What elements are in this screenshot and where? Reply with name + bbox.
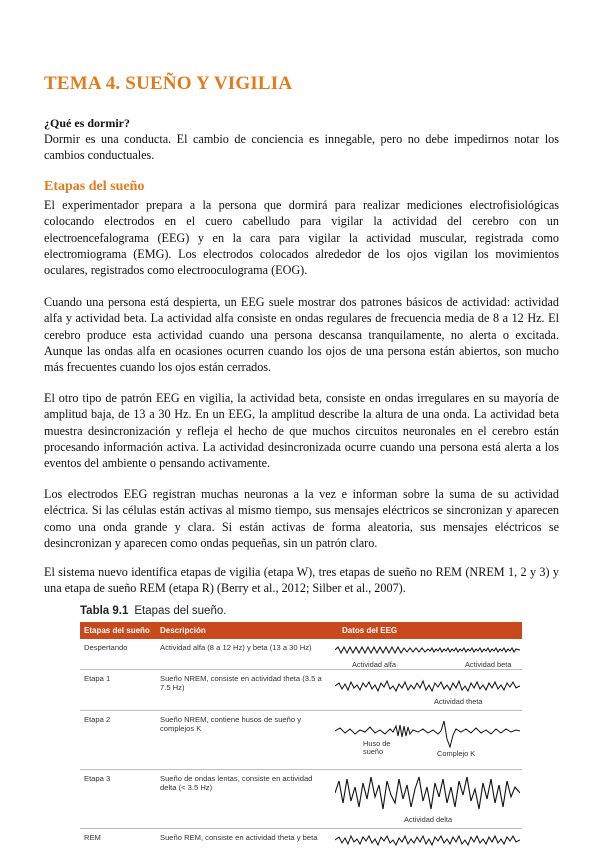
description-cell: Sueño NREM, consiste en actividad theta (3.5 a 7.5 Hz) bbox=[160, 674, 322, 692]
table-row bbox=[80, 670, 522, 711]
header-eeg: Datos del EEG bbox=[342, 626, 398, 635]
description-cell: Sueño de ondas lentas, consiste en actividad delta (< 3.5 Hz) bbox=[160, 774, 313, 792]
header-stage: Etapas del sueño bbox=[84, 626, 150, 635]
stage-cell: Etapa 2 bbox=[84, 715, 111, 724]
table-row bbox=[80, 829, 522, 848]
table-title bbox=[80, 605, 226, 617]
label-delta: Actividad delta bbox=[404, 815, 453, 824]
stage-cell: Despertando bbox=[84, 643, 128, 652]
label-beta: Actividad beta bbox=[465, 660, 512, 669]
description-cell: Sueño NREM, contiene husos de sueño y complejos K bbox=[160, 715, 301, 733]
table-number: Tabla 9.1 bbox=[80, 605, 129, 617]
stage-cell: Etapa 1 bbox=[84, 674, 111, 683]
table-header-row bbox=[80, 622, 522, 639]
paragraph-1: El experimentador prepara a la persona que dormirá para realizar mediciones electrofisiológicas colocando electrodos en el cuero cabelludo para vigilar la actividad del cerebro con un electroencefalograma (EEG) y en la cara para vigilar la actividad muscular, registrada como electromiograma (EMG). Los electrodos colocados alrededor de los ojos vigilan los movimientos oculares, registrados como electrooculograma (EOG). bbox=[44, 198, 559, 278]
label-k-complex: Complejo K bbox=[437, 749, 476, 758]
paragraph-4: Los electrodos EEG registran muchas neuronas a la vez e informan sobre la suma de su actividad eléctrica. Si las células están activas al mismo tiempo, sus mensajes eléctricos se sincronizan y aparecen como una onda grande y clara. Si están activas de forma aleatoria, sus mensajes eléctricos se desincronizan y aparecen como ondas pequeñas, sin un patrón claro. bbox=[44, 487, 559, 550]
paragraph-3: El otro tipo de patrón EEG en vigilia, la actividad beta, consiste en ondas irregulares en su mayoría de amplitud baja, de 13 a 30 Hz. En un EEG, la amplitud describe la altura de una onda. La actividad beta muestra desincronización y refleja el hecho de que muchos circuitos neuronales en el cerebro están procesando información activa. La actividad desincronizada ocurre cuando una persona está alerta a los eventos del ambiente o pensando activamente. bbox=[44, 391, 559, 471]
section-heading: Etapas del sueño bbox=[44, 179, 145, 194]
table-caption: Etapas del sueño. bbox=[134, 605, 227, 617]
label-alpha: Actividad alfa bbox=[352, 660, 396, 669]
eeg-trace-delta bbox=[335, 773, 520, 813]
page-title: TEMA 4. SUEÑO Y VIGILIA bbox=[44, 73, 293, 94]
description-cell: Sueño REM, consiste en actividad theta y beta bbox=[160, 833, 318, 842]
header-description: Descripción bbox=[160, 626, 206, 635]
eeg-trace-theta bbox=[335, 678, 520, 694]
description-cell: Actividad alfa (8 a 12 Hz) y beta (13 a 30 Hz) bbox=[160, 643, 312, 652]
label-theta: Actividad theta bbox=[434, 697, 483, 706]
question-heading: ¿Qué es dormir? bbox=[44, 116, 130, 130]
table-row bbox=[80, 639, 522, 670]
table-row bbox=[80, 770, 522, 829]
stage-cell: Etapa 3 bbox=[84, 774, 111, 783]
eeg-trace-awake bbox=[335, 643, 520, 657]
stage-cell: REM bbox=[84, 833, 101, 842]
sleep-stages-table bbox=[80, 622, 522, 848]
paragraph-2: Cuando una persona está despierta, un EEG suele mostrar dos patrones básicos de actividad: actividad alfa y actividad beta. La actividad alfa consiste en ondas regulares de frecuencia media de 8 a 12 Hz. El cerebro produce esta actividad cuando una persona descansa tranquilamente, no alerta o excitada. Aunque las ondas alfa en ocasiones ocurren cuando los ojos de una persona están abiertos, son mucho más frecuentes cuando los ojos están cerrados. bbox=[44, 295, 559, 375]
table-row bbox=[80, 711, 522, 770]
eeg-trace-rem bbox=[335, 833, 520, 847]
paragraph-5: El sistema nuevo identifica etapas de vigilia (etapa W), tres etapas de sueño no REM (NREM 1, 2 y 3) y una etapa de sueño REM (etapa R) (Berry et al., 2012; Silber et al., 2007). bbox=[44, 565, 559, 596]
question-text: Dormir es una conducta. El cambio de conciencia es innegable, pero no debe impedirnos notar los cambios conductuales. bbox=[44, 132, 559, 163]
label-spindle: Huso de sueño bbox=[363, 739, 391, 756]
